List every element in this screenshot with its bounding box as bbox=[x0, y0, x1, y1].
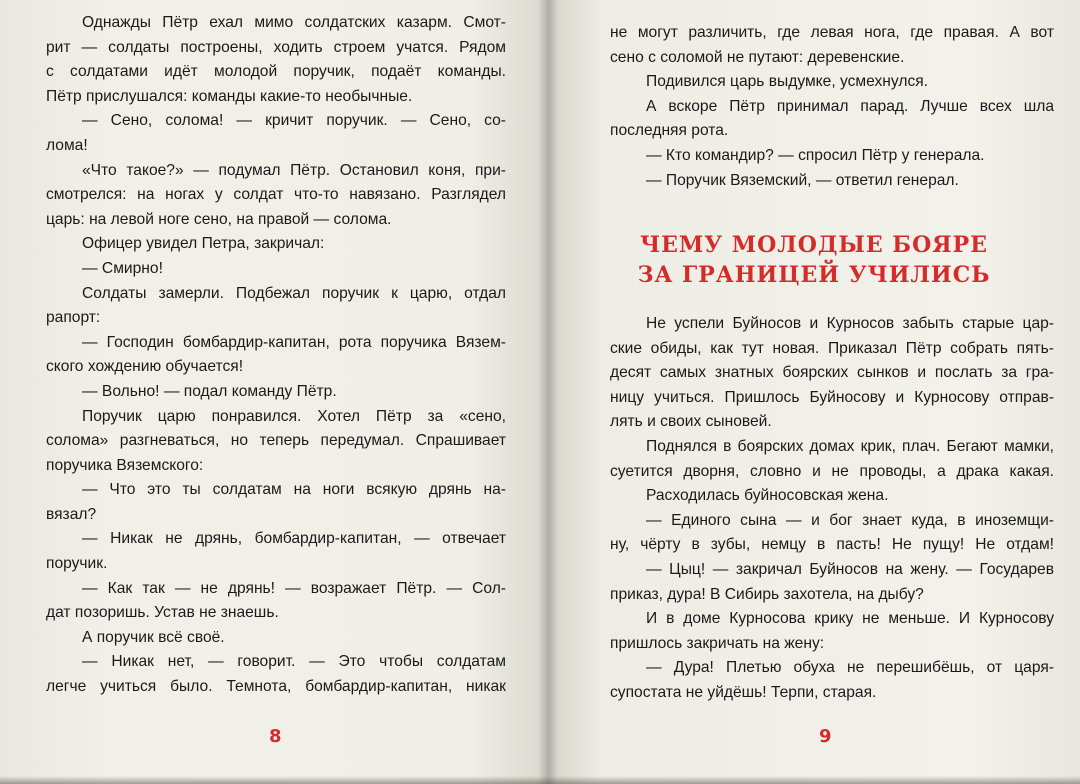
text-line: Поручик царю понравился. Хотел Пётр за «сено, bbox=[82, 407, 506, 425]
text-line: супостата не уйдёшь! Терпи, старая. bbox=[610, 683, 877, 701]
text-line: лять и своих сыновей. bbox=[610, 413, 772, 431]
text-line: Однажды Пётр ехал мимо солдатских казарм. Смот- bbox=[82, 14, 506, 31]
text-line: поручика Вяземского: bbox=[46, 456, 204, 474]
text-line: дат позоришь. Устав не знаешь. bbox=[46, 604, 279, 622]
text-line: поручик. bbox=[46, 555, 108, 573]
text-line: смотрелся: на ногах у солдат что-то навязано. Разглядел bbox=[46, 186, 506, 204]
text-line: Пётр прислушался: команды какие-то необычные. bbox=[46, 87, 413, 105]
right-page-top-text bbox=[610, 21, 1054, 193]
text-line: А вскоре Пётр принимал парад. Лучше всех шла bbox=[646, 97, 1054, 115]
text-line: лома! bbox=[46, 136, 88, 154]
text-line: царь: на левой ноге сено, на правой — солома. bbox=[46, 210, 392, 228]
left-page-text bbox=[46, 11, 506, 700]
text-line: — Поручик Вяземский, — ответил генерал. bbox=[646, 171, 959, 189]
text-line: ские обиды, как тут новая. Приказал Пётр собрать пять- bbox=[610, 339, 1054, 357]
text-line: — Цыц! — закричал Буйносов на жену. — Государев bbox=[646, 560, 1054, 578]
text-line: А поручик всё своё. bbox=[82, 628, 225, 646]
book-bottom-edge bbox=[0, 776, 1080, 784]
text-line: Поднялся в боярских домах крик, плач. Бегают мамки, bbox=[646, 437, 1054, 455]
text-line: — Сено, солома! — кричит поручик. — Сено, со- bbox=[82, 112, 506, 130]
text-line: — Дура! Плетью обуха не перешибёшь, от царя- bbox=[646, 659, 1054, 677]
text-line: — Вольно! — подал команду Пётр. bbox=[82, 382, 337, 400]
page-number-right: 9 bbox=[819, 726, 832, 747]
text-line: ницу учиться. Пришлось Буйносову и Курносову отправ- bbox=[610, 388, 1054, 406]
chapter-heading-line-1: ЧЕМУ МОЛОДЫЕ БОЯРЕ bbox=[640, 232, 988, 258]
right-page-chapter-text bbox=[610, 312, 1054, 706]
text-line: — Кто командир? — спросил Пётр у генерала. bbox=[646, 146, 985, 164]
text-line: приказ, дура! В Сибирь захотела, на дыбу? bbox=[610, 585, 924, 603]
chapter-heading bbox=[548, 230, 1080, 290]
text-line: ну, чёрту в зубы, немцу в пасть! Не пущу! Не отдам! bbox=[610, 536, 1054, 554]
text-line: — Как так — не дрянь! — возражает Пётр. — Сол- bbox=[82, 579, 506, 597]
text-line: Расходилась буйносовская жена. bbox=[646, 487, 889, 505]
text-line: сено с соломой не путают: деревенские. bbox=[610, 48, 905, 66]
book-gutter bbox=[538, 0, 558, 784]
text-line: — Никак не дрянь, бомбардир-капитан, — отвечает bbox=[82, 530, 506, 548]
text-line: рит — солдаты построены, ходить строем учатся. Рядом bbox=[46, 38, 506, 56]
text-line: Не успели Буйносов и Курносов забыть старые цар- bbox=[646, 315, 1054, 332]
text-line: «Что такое?» — подумал Пётр. Остановил коня, при- bbox=[82, 161, 506, 179]
text-line: — Господин бомбардир-капитан, рота поручика Вязем- bbox=[82, 333, 506, 351]
text-line: — Что это ты солдатам на ноги всякую дрянь на- bbox=[82, 481, 506, 499]
text-line: И в доме Курносова крику не меньше. И Курносову bbox=[646, 610, 1054, 628]
chapter-heading-line-2: ЗА ГРАНИЦЕЙ УЧИЛИСЬ bbox=[637, 262, 991, 288]
text-line: с солдатами идёт молодой поручик, подаёт команды. bbox=[46, 63, 506, 81]
text-line: суетится дворня, словно и не проводы, а драка какая. bbox=[610, 462, 1054, 480]
text-line: легче учиться было. Темнота, бомбардир-капитан, никак bbox=[46, 678, 506, 696]
text-line: последняя рота. bbox=[610, 122, 729, 140]
text-line: вязал? bbox=[46, 505, 97, 523]
text-line: — Никак нет, — говорит. — Это чтобы солдатам bbox=[82, 653, 506, 671]
text-line: Солдаты замерли. Подбежал поручик к царю, отдал bbox=[82, 284, 506, 302]
text-line: солома» разгневаться, но теперь передумал. Спрашивает bbox=[46, 432, 506, 450]
text-line: — Единого сына — и бог знает куда, в иноземщи- bbox=[646, 511, 1054, 529]
text-line: — Смирно! bbox=[82, 259, 163, 277]
right-page bbox=[548, 0, 1080, 784]
text-line: Подивился царь выдумке, усмехнулся. bbox=[646, 73, 929, 91]
text-line: Офицер увидел Петра, закричал: bbox=[82, 235, 325, 253]
text-line: не могут различить, где левая нога, где правая. А вот bbox=[610, 24, 1054, 41]
text-line: десят самых знатных боярских сынков и послать за гра- bbox=[610, 364, 1054, 382]
text-line: рапорт: bbox=[46, 309, 101, 327]
text-line: ского хождению обучается! bbox=[46, 358, 244, 376]
text-line: пришлось закричать на жену: bbox=[610, 634, 825, 652]
page-number-left: 8 bbox=[269, 726, 282, 747]
